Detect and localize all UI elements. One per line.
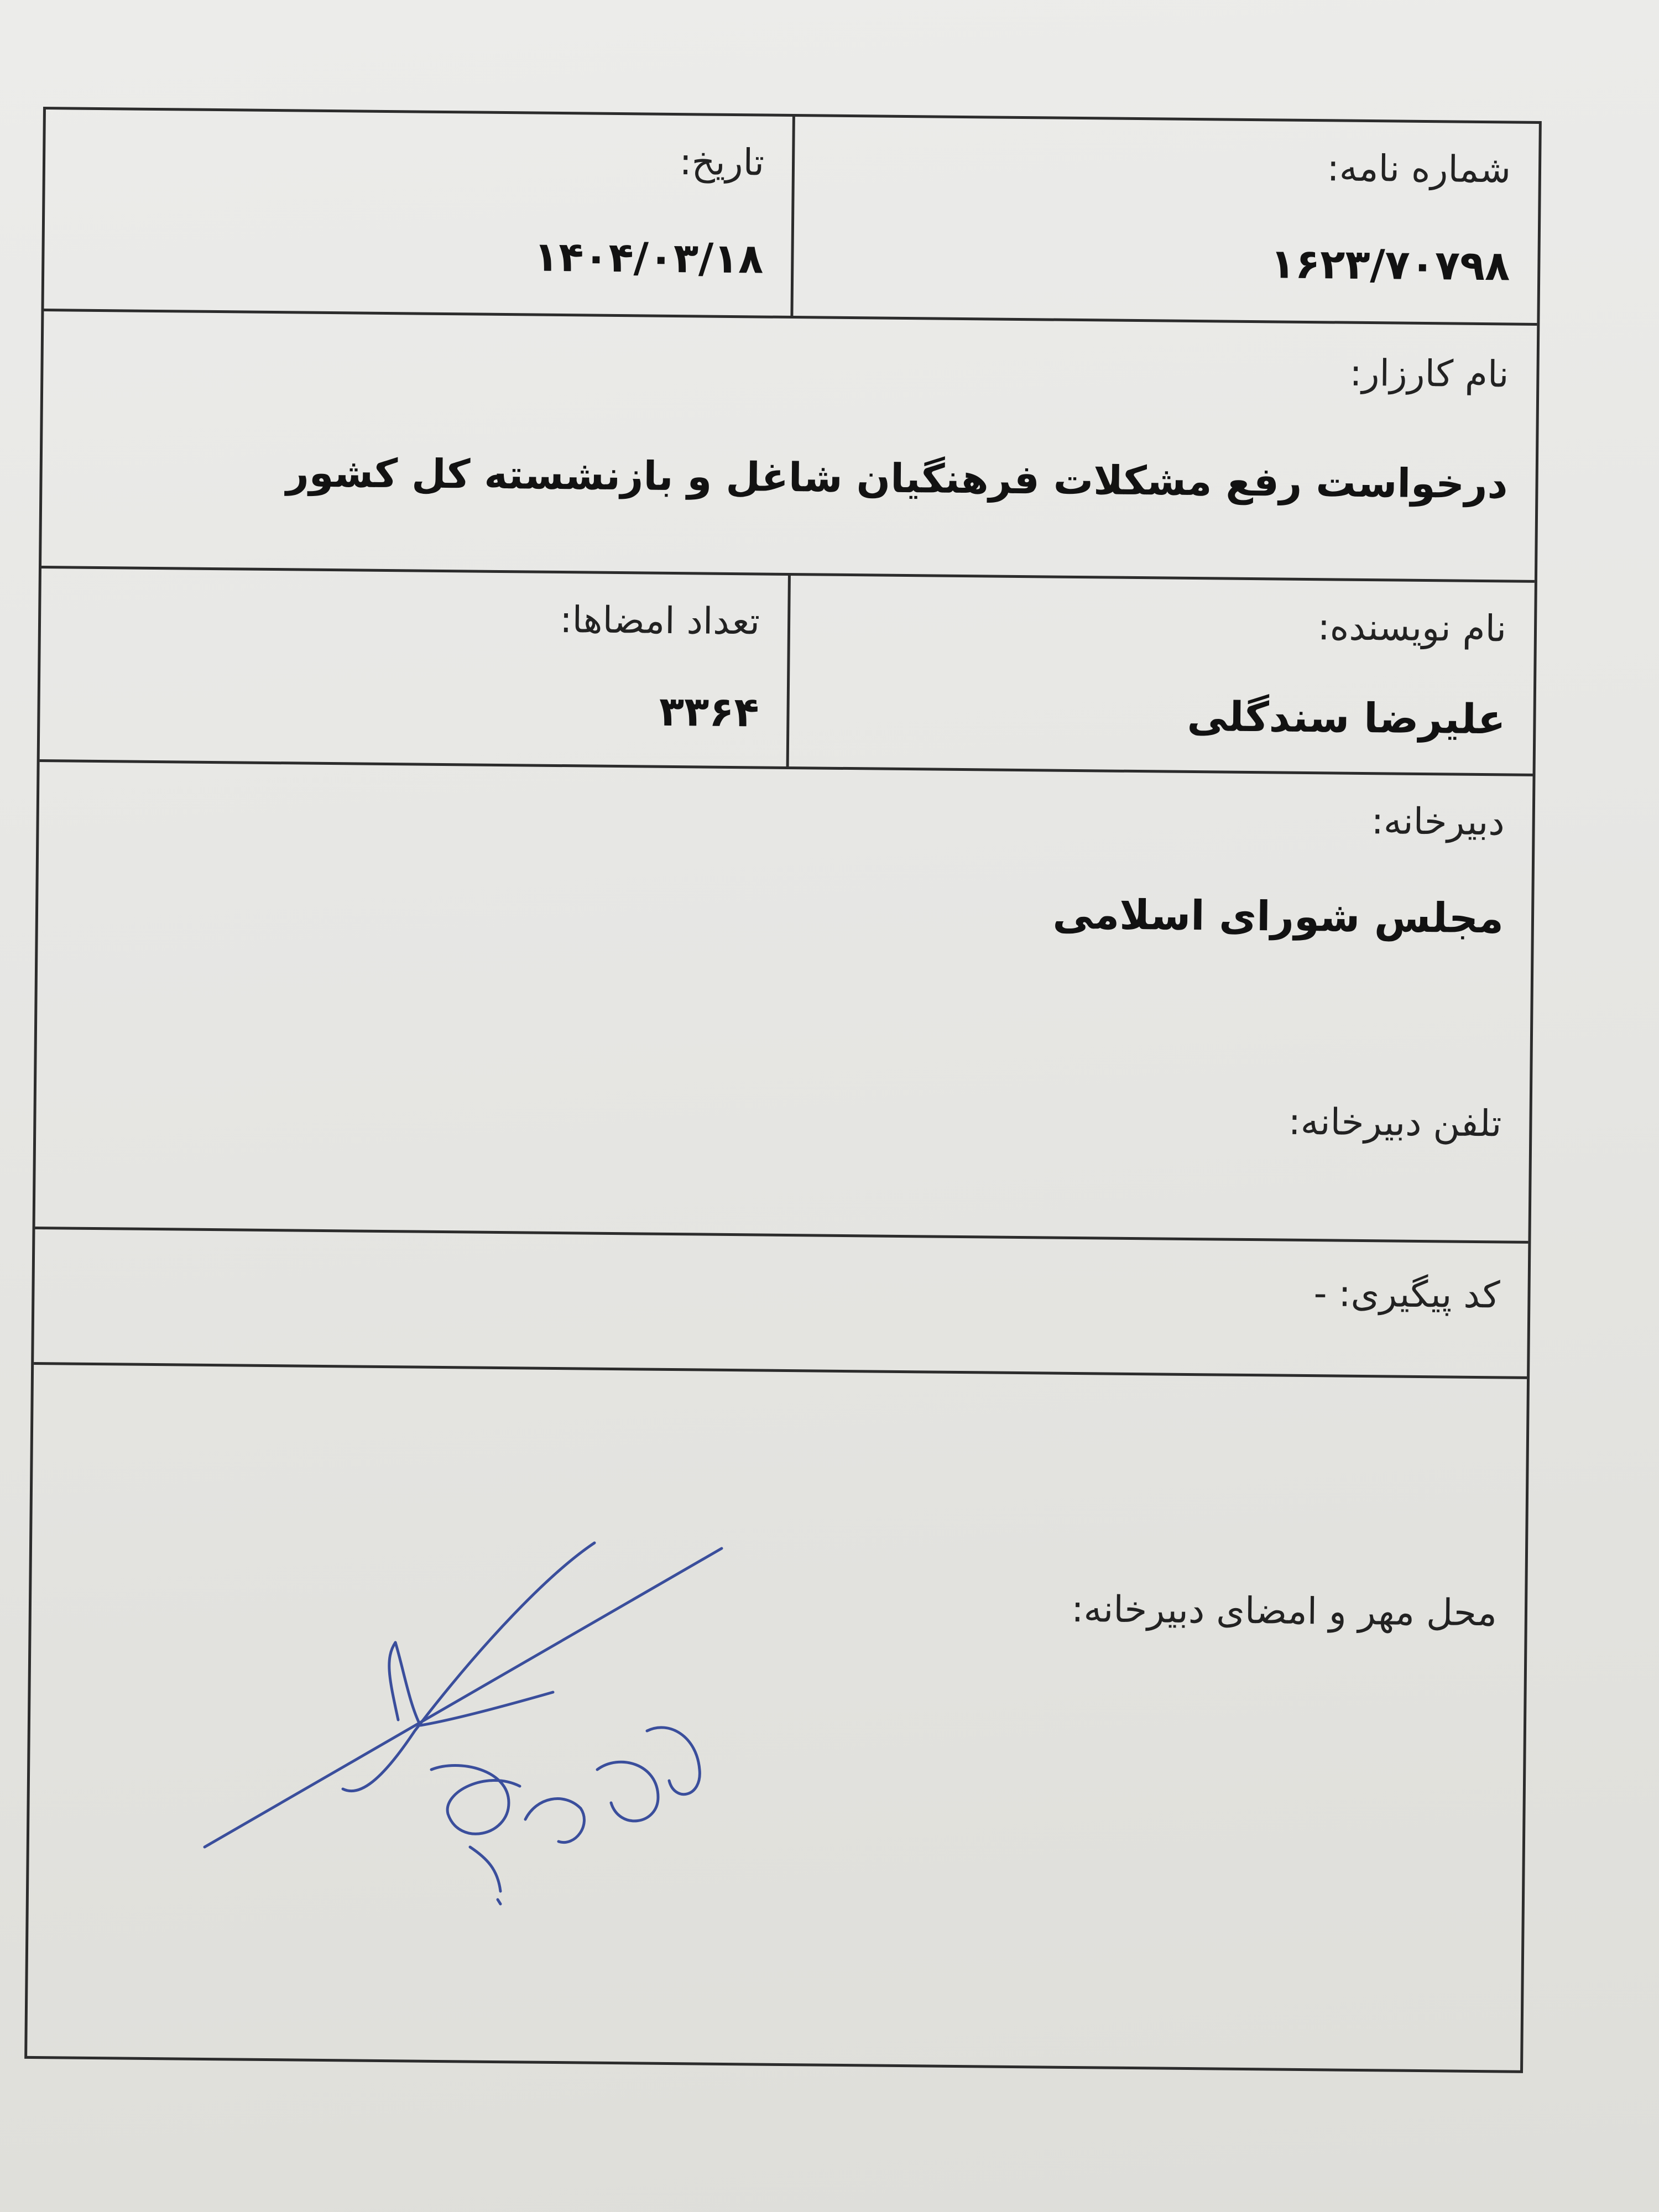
author-label: نام نویسنده:: [1317, 606, 1507, 650]
letter-number-label: شماره نامه:: [1327, 147, 1511, 191]
tracking-code-label: کد پیگیری: -: [1313, 1272, 1500, 1317]
secretariat-label: دبیرخانه:: [1371, 800, 1505, 844]
date-cell: [44, 109, 795, 316]
signatures-count-label: تعداد امضاها:: [560, 598, 760, 643]
campaign-label: نام کارزار:: [1349, 351, 1509, 396]
author-row: [40, 568, 1535, 776]
letter-number-cell: [793, 117, 1538, 323]
header-row: [44, 109, 1538, 326]
campaign-value: درخواست رفع مشکلات فرهنگیان شاغل و بازنشسته کل کشور: [286, 449, 1508, 508]
date-label: تاریخ:: [679, 140, 765, 184]
author-value: علیرضا سندگلی: [1187, 692, 1506, 744]
secretariat-phone-label: تلفن دبیرخانه:: [1288, 1100, 1502, 1145]
campaign-row: [41, 311, 1537, 583]
stamp-label: محل مهر و امضای دبیرخانه:: [1071, 1587, 1498, 1635]
letter-number-value: ۱۶۲۳/۷۰۷۹۸: [1270, 240, 1510, 290]
signatures-count-value: ۳۳۶۴: [659, 687, 759, 737]
date-value: ۱۴۰۴/۰۳/۱۸: [533, 233, 764, 283]
secretariat-row: [35, 762, 1533, 1244]
signatures-count-cell: [40, 568, 791, 766]
tracking-row: [34, 1229, 1528, 1379]
secretariat-value: مجلس شورای اسلامی: [1052, 890, 1504, 943]
author-cell: [789, 576, 1535, 774]
handwritten-signature: [199, 1537, 730, 1924]
